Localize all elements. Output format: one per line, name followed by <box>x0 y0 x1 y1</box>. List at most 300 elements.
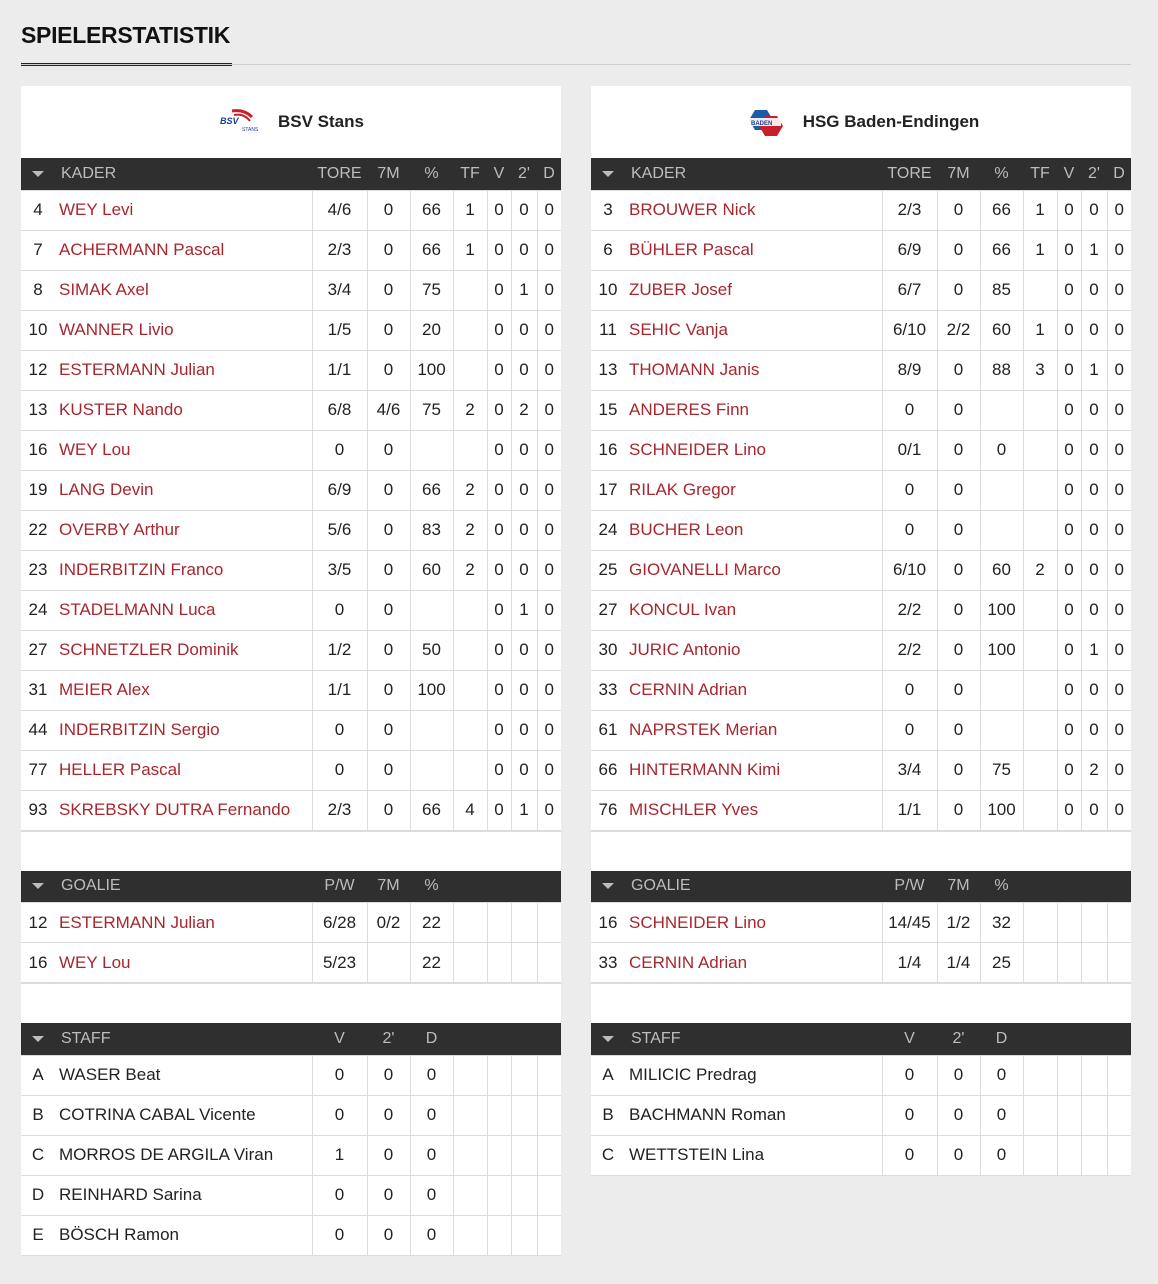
collapse-toggle[interactable] <box>591 158 625 190</box>
stat-cell <box>1023 710 1057 750</box>
stat-cell: 0 <box>487 430 511 470</box>
stat-cell: 3/4 <box>312 270 367 310</box>
player-name-link[interactable]: WANNER Livio <box>55 310 312 350</box>
stat-cell <box>453 710 487 750</box>
jersey-number: 12 <box>21 903 55 943</box>
stat-cell: 0 <box>487 230 511 270</box>
column-header[interactable] <box>487 1023 511 1055</box>
player-name-link[interactable]: NAPRSTEK Merian <box>625 710 882 750</box>
stat-cell: 0 <box>367 350 410 390</box>
column-header[interactable]: 7M <box>947 164 970 182</box>
column-header[interactable] <box>453 871 487 903</box>
column-header[interactable]: 7M <box>377 877 400 895</box>
section-spacer <box>591 983 1131 1023</box>
stat-cell: 0 <box>312 750 367 790</box>
stat-cell: 0 <box>312 590 367 630</box>
stat-cell: 2/2 <box>882 590 937 630</box>
stat-cell: 0 <box>367 630 410 670</box>
stat-cell: 0 <box>410 1175 453 1215</box>
jersey-number: 24 <box>591 510 625 550</box>
stat-cell <box>410 590 453 630</box>
column-header[interactable]: 2' <box>952 1029 965 1047</box>
column-header[interactable] <box>511 1023 537 1055</box>
stat-cell: 0 <box>937 270 980 310</box>
stat-cell <box>511 903 537 943</box>
stat-cell <box>453 1095 487 1135</box>
jersey-number: 33 <box>591 670 625 710</box>
column-header[interactable]: 7M <box>377 164 400 182</box>
jersey-number: 6 <box>591 230 625 270</box>
jersey-number: 13 <box>591 350 625 390</box>
player-name-link[interactable]: WEY Lou <box>55 943 312 983</box>
stat-cell <box>1023 590 1057 630</box>
staff-row <box>21 1095 561 1135</box>
stat-cell <box>1023 943 1057 983</box>
stat-cell: 0 <box>487 630 511 670</box>
staff-role: C <box>591 1135 625 1175</box>
player-name-link[interactable]: JURIC Antonio <box>625 630 882 670</box>
stat-cell: 0 <box>937 1055 980 1095</box>
stat-cell: 0 <box>367 310 410 350</box>
jersey-number: 31 <box>21 670 55 710</box>
stat-cell: 1 <box>1023 310 1057 350</box>
stat-cell: 4 <box>453 790 487 830</box>
stat-cell: 0 <box>1081 430 1107 470</box>
column-header[interactable]: TORE <box>317 164 362 182</box>
column-header[interactable]: D <box>1113 164 1125 182</box>
stat-cell <box>1057 943 1081 983</box>
stat-cell: 0 <box>1107 510 1131 550</box>
stat-cell: 5/6 <box>312 510 367 550</box>
stat-cell: 0 <box>1057 230 1081 270</box>
stat-cell <box>1023 903 1057 943</box>
stat-cell: 0 <box>367 1175 410 1215</box>
stat-cell: 2 <box>1023 550 1057 590</box>
stat-cell: 75 <box>980 750 1023 790</box>
column-header[interactable] <box>1107 871 1131 903</box>
players-row <box>21 470 561 510</box>
column-header[interactable]: P/W <box>894 877 925 895</box>
staff-row <box>21 1135 561 1175</box>
column-header[interactable]: V <box>1063 164 1075 182</box>
stat-cell: 0 <box>410 1215 453 1255</box>
stat-cell: 1/2 <box>937 903 980 943</box>
players-header-row <box>591 158 1131 190</box>
goalie-header-row <box>21 871 561 903</box>
staff-table <box>21 1023 561 1256</box>
stat-cell: 2 <box>453 390 487 430</box>
stat-cell: 0 <box>1107 430 1131 470</box>
stat-cell: 0 <box>1107 190 1131 230</box>
stat-cell: 2/3 <box>882 190 937 230</box>
staff-row <box>21 1215 561 1255</box>
player-name-link[interactable]: HELLER Pascal <box>55 750 312 790</box>
player-name-link[interactable]: KUSTER Nando <box>55 390 312 430</box>
player-name-link[interactable]: THOMANN Janis <box>625 350 882 390</box>
collapse-toggle[interactable] <box>21 1023 55 1055</box>
stat-cell <box>453 943 487 983</box>
stat-cell: 83 <box>410 510 453 550</box>
caret-down-icon <box>32 171 44 177</box>
stat-cell: 2/3 <box>312 230 367 270</box>
column-header[interactable]: D <box>543 164 555 182</box>
player-name-link[interactable]: BUCHER Leon <box>625 510 882 550</box>
player-name-link[interactable]: ZUBER Josef <box>625 270 882 310</box>
players-header-row <box>21 158 561 190</box>
jersey-number: 93 <box>21 790 55 830</box>
jersey-number: 30 <box>591 630 625 670</box>
stat-cell: 0 <box>511 670 537 710</box>
stat-cell: 0 <box>367 1135 410 1175</box>
stat-cell: 0 <box>367 750 410 790</box>
stat-cell: 0 <box>1081 590 1107 630</box>
stat-cell <box>1057 1095 1081 1135</box>
stat-cell: 0 <box>537 350 561 390</box>
column-header[interactable]: 2' <box>518 164 530 182</box>
stat-cell: 0 <box>1057 310 1081 350</box>
stat-cell <box>1023 390 1057 430</box>
players-row <box>21 430 561 470</box>
column-header[interactable]: 2' <box>382 1029 395 1047</box>
player-name-link[interactable]: CERNIN Adrian <box>625 670 882 710</box>
jersey-number: 11 <box>591 310 625 350</box>
stat-cell: 0 <box>937 790 980 830</box>
stat-cell: 2 <box>453 510 487 550</box>
stat-cell <box>980 510 1023 550</box>
staff-role: C <box>21 1135 55 1175</box>
stat-cell <box>511 1095 537 1135</box>
stat-cell: 0 <box>980 1135 1023 1175</box>
goalie-row <box>591 903 1131 943</box>
stat-cell <box>980 470 1023 510</box>
player-name-link[interactable]: LANG Devin <box>55 470 312 510</box>
column-header[interactable]: TF <box>1030 164 1050 182</box>
player-name-link[interactable]: SCHNEIDER Lino <box>625 903 882 943</box>
stat-cell: 0 <box>511 510 537 550</box>
stat-cell: 0 <box>1107 590 1131 630</box>
stat-cell: 0 <box>367 1095 410 1135</box>
stat-cell: 0 <box>487 750 511 790</box>
stat-cell: 6/28 <box>312 903 367 943</box>
stat-cell: 0 <box>537 190 561 230</box>
stat-cell: 0 <box>410 1095 453 1135</box>
jersey-number: 16 <box>21 943 55 983</box>
jersey-number: 12 <box>21 350 55 390</box>
players-row <box>591 470 1131 510</box>
stat-cell: 0 <box>1057 510 1081 550</box>
jersey-number: 77 <box>21 750 55 790</box>
stat-cell: 0 <box>511 710 537 750</box>
player-name-link[interactable]: INDERBITZIN Sergio <box>55 710 312 750</box>
player-name-link[interactable]: CERNIN Adrian <box>625 943 882 983</box>
players-row <box>21 590 561 630</box>
stat-cell: 0 <box>1107 390 1131 430</box>
jersey-number: 17 <box>591 470 625 510</box>
column-header[interactable] <box>1107 1023 1131 1055</box>
stat-cell: 0 <box>1057 710 1081 750</box>
players-row <box>591 750 1131 790</box>
stat-cell: 100 <box>410 350 453 390</box>
stat-cell <box>1057 903 1081 943</box>
player-name-link[interactable]: RILAK Gregor <box>625 470 882 510</box>
stat-cell <box>453 1055 487 1095</box>
column-header[interactable]: D <box>425 1029 438 1047</box>
player-name-link[interactable]: KONCUL Ivan <box>625 590 882 630</box>
stat-cell <box>1057 1135 1081 1175</box>
stat-cell: 0 <box>1107 350 1131 390</box>
column-header: STAFF <box>61 1029 111 1047</box>
player-name-link[interactable]: BÜHLER Pascal <box>625 230 882 270</box>
player-name-link[interactable]: WEY Levi <box>55 190 312 230</box>
stat-cell: 0 <box>537 790 561 830</box>
stat-cell: 0 <box>980 1055 1023 1095</box>
stat-cell: 3/4 <box>882 750 937 790</box>
stat-cell: 1 <box>453 230 487 270</box>
stat-cell: 0 <box>537 670 561 710</box>
staff-role: B <box>591 1095 625 1135</box>
players-row <box>591 270 1131 310</box>
stat-cell: 0 <box>410 1135 453 1175</box>
player-name-link[interactable]: ESTERMANN Julian <box>55 903 312 943</box>
column-header[interactable] <box>511 871 537 903</box>
player-name-link[interactable]: MISCHLER Yves <box>625 790 882 830</box>
players-row <box>591 670 1131 710</box>
stat-cell: 0 <box>410 1055 453 1095</box>
goalie-table <box>591 871 1131 984</box>
jersey-number: 16 <box>21 430 55 470</box>
stat-cell: 0 <box>511 630 537 670</box>
jersey-number: 8 <box>21 270 55 310</box>
column-header[interactable]: % <box>994 877 1009 895</box>
column-header[interactable] <box>537 871 561 903</box>
stat-cell: 60 <box>410 550 453 590</box>
column-header[interactable]: V <box>904 1029 915 1047</box>
stat-cell: 22 <box>410 903 453 943</box>
stat-cell: 0 <box>1057 430 1081 470</box>
goalie-row <box>21 943 561 983</box>
stat-cell: 0 <box>1057 590 1081 630</box>
stat-cell: 0 <box>537 390 561 430</box>
stat-cell <box>537 1175 561 1215</box>
column-header[interactable] <box>1057 871 1081 903</box>
player-name-link[interactable]: OVERBY Arthur <box>55 510 312 550</box>
stat-cell <box>1023 790 1057 830</box>
stat-cell: 0 <box>1107 270 1131 310</box>
stat-cell <box>487 1215 511 1255</box>
player-name-link[interactable]: SKREBSKY DUTRA Fernando <box>55 790 312 830</box>
stat-cell: 0 <box>882 1055 937 1095</box>
player-name-link[interactable]: GIOVANELLI Marco <box>625 550 882 590</box>
stat-cell: 0 <box>367 1055 410 1095</box>
stat-cell: 1 <box>1081 630 1107 670</box>
column-header[interactable]: TORE <box>887 164 932 182</box>
team-logo <box>743 107 787 137</box>
stat-cell: 0 <box>1057 790 1081 830</box>
stat-cell: 0 <box>937 710 980 750</box>
stat-cell: 0 <box>1081 710 1107 750</box>
column-header[interactable]: % <box>424 877 439 895</box>
stat-cell: 0 <box>312 1215 367 1255</box>
stat-cell: 0 <box>312 1095 367 1135</box>
stat-cell: 100 <box>410 670 453 710</box>
stat-cell: 0 <box>937 1095 980 1135</box>
stat-cell <box>1107 903 1131 943</box>
staff-name: MORROS DE ARGILA Viran <box>55 1135 312 1175</box>
player-name-link[interactable]: SEHIC Vanja <box>625 310 882 350</box>
stat-cell: 0 <box>937 1135 980 1175</box>
column-header: KADER <box>61 164 117 182</box>
stat-cell: 1/4 <box>882 943 937 983</box>
staff-table <box>591 1023 1131 1176</box>
team-name: HSG Baden-Endingen <box>802 112 980 131</box>
staff-role: D <box>21 1175 55 1215</box>
stat-cell <box>487 1175 511 1215</box>
stat-cell: 0 <box>1107 670 1131 710</box>
players-row <box>21 350 561 390</box>
stat-cell: 0 <box>312 710 367 750</box>
column-header[interactable]: P/W <box>324 877 355 895</box>
stat-cell: 0 <box>487 710 511 750</box>
players-row <box>21 790 561 830</box>
column-header[interactable]: D <box>995 1029 1008 1047</box>
stat-cell: 0 <box>487 670 511 710</box>
column-header[interactable]: V <box>334 1029 345 1047</box>
stat-cell: 0 <box>537 630 561 670</box>
player-name-link[interactable]: INDERBITZIN Franco <box>55 550 312 590</box>
collapse-toggle[interactable] <box>21 871 55 903</box>
player-name-link[interactable]: MEIER Alex <box>55 670 312 710</box>
stat-cell: 0 <box>1057 390 1081 430</box>
player-name-link[interactable]: ANDERES Finn <box>625 390 882 430</box>
player-name-link[interactable]: SCHNEIDER Lino <box>625 430 882 470</box>
staff-name: REINHARD Sarina <box>55 1175 312 1215</box>
column-header[interactable] <box>1081 1023 1107 1055</box>
stat-cell: 0 <box>487 350 511 390</box>
stat-cell: 1 <box>1081 230 1107 270</box>
stat-cell: 0 <box>1107 470 1131 510</box>
jersey-number: 15 <box>591 390 625 430</box>
player-name-link[interactable]: ACHERMANN Pascal <box>55 230 312 270</box>
stat-cell: 0 <box>882 470 937 510</box>
column-header[interactable] <box>453 1023 487 1055</box>
collapse-toggle[interactable] <box>591 1023 625 1055</box>
jersey-number: 61 <box>591 710 625 750</box>
stat-cell: 0 <box>537 430 561 470</box>
column-header[interactable]: % <box>424 164 439 182</box>
column-header[interactable] <box>487 871 511 903</box>
stat-cell: 0 <box>980 1095 1023 1135</box>
stat-cell: 0 <box>487 550 511 590</box>
stat-cell: 1 <box>312 1135 367 1175</box>
staff-row <box>21 1175 561 1215</box>
player-name-link[interactable]: SIMAK Axel <box>55 270 312 310</box>
column-header: STAFF <box>631 1029 681 1047</box>
stat-cell: 0 <box>882 510 937 550</box>
column-header: GOALIE <box>631 877 691 895</box>
stat-cell: 0 <box>367 710 410 750</box>
players-row <box>591 550 1131 590</box>
stat-cell: 0 <box>511 230 537 270</box>
stat-cell <box>453 630 487 670</box>
player-name-link[interactable]: ESTERMANN Julian <box>55 350 312 390</box>
stat-cell: 66 <box>980 230 1023 270</box>
column-header[interactable]: 2' <box>1088 164 1100 182</box>
stat-cell <box>511 1175 537 1215</box>
stat-cell: 1 <box>1081 350 1107 390</box>
stat-cell: 0 <box>537 750 561 790</box>
column-header[interactable]: % <box>994 164 1009 182</box>
stat-cell <box>1023 510 1057 550</box>
jersey-number: 27 <box>591 590 625 630</box>
jersey-number: 4 <box>21 190 55 230</box>
column-header[interactable]: TF <box>460 164 480 182</box>
stat-cell: 0 <box>1107 230 1131 270</box>
stat-cell: 0 <box>537 270 561 310</box>
column-header[interactable]: 7M <box>947 877 970 895</box>
column-header[interactable] <box>537 1023 561 1055</box>
stat-cell: 0 <box>511 750 537 790</box>
stat-cell: 100 <box>980 630 1023 670</box>
player-name-link[interactable]: HINTERMANN Kimi <box>625 750 882 790</box>
collapse-toggle[interactable] <box>591 871 625 903</box>
stat-cell <box>1107 1055 1131 1095</box>
column-header[interactable] <box>1057 1023 1081 1055</box>
stat-cell: 100 <box>980 590 1023 630</box>
stat-cell <box>537 1135 561 1175</box>
column-header[interactable] <box>1081 871 1107 903</box>
jersey-number: 13 <box>21 390 55 430</box>
player-name-link[interactable]: BROUWER Nick <box>625 190 882 230</box>
player-name-link[interactable]: WEY Lou <box>55 430 312 470</box>
stat-cell: 0 <box>1107 750 1131 790</box>
stat-cell: 100 <box>980 790 1023 830</box>
players-row <box>21 390 561 430</box>
stat-cell: 0 <box>1107 710 1131 750</box>
column-header[interactable]: V <box>493 164 505 182</box>
stat-cell: 0 <box>537 310 561 350</box>
stat-cell: 2 <box>511 390 537 430</box>
stat-cell <box>1023 430 1057 470</box>
staff-name: WETTSTEIN Lina <box>625 1135 882 1175</box>
players-row <box>591 310 1131 350</box>
players-row <box>21 550 561 590</box>
stat-cell <box>1107 943 1131 983</box>
section-spacer <box>591 831 1131 871</box>
players-row <box>591 430 1131 470</box>
players-row <box>21 270 561 310</box>
jersey-number: 76 <box>591 790 625 830</box>
staff-name: BÖSCH Ramon <box>55 1215 312 1255</box>
stat-cell: 0 <box>937 670 980 710</box>
stat-cell <box>980 670 1023 710</box>
jersey-number: 10 <box>591 270 625 310</box>
title-divider <box>21 64 1131 65</box>
collapse-toggle[interactable] <box>21 158 55 190</box>
column-header[interactable] <box>1023 871 1057 903</box>
stat-cell: 2/2 <box>937 310 980 350</box>
stat-cell: 0 <box>1081 510 1107 550</box>
player-name-link[interactable]: SCHNETZLER Dominik <box>55 630 312 670</box>
stat-cell <box>537 1215 561 1255</box>
stat-cell: 0 <box>1057 190 1081 230</box>
stat-cell: 75 <box>410 390 453 430</box>
stat-cell: 0 <box>487 510 511 550</box>
column-header[interactable] <box>1023 1023 1057 1055</box>
player-name-link[interactable]: STADELMANN Luca <box>55 590 312 630</box>
stat-cell <box>410 750 453 790</box>
players-row <box>591 710 1131 750</box>
stat-cell <box>453 270 487 310</box>
